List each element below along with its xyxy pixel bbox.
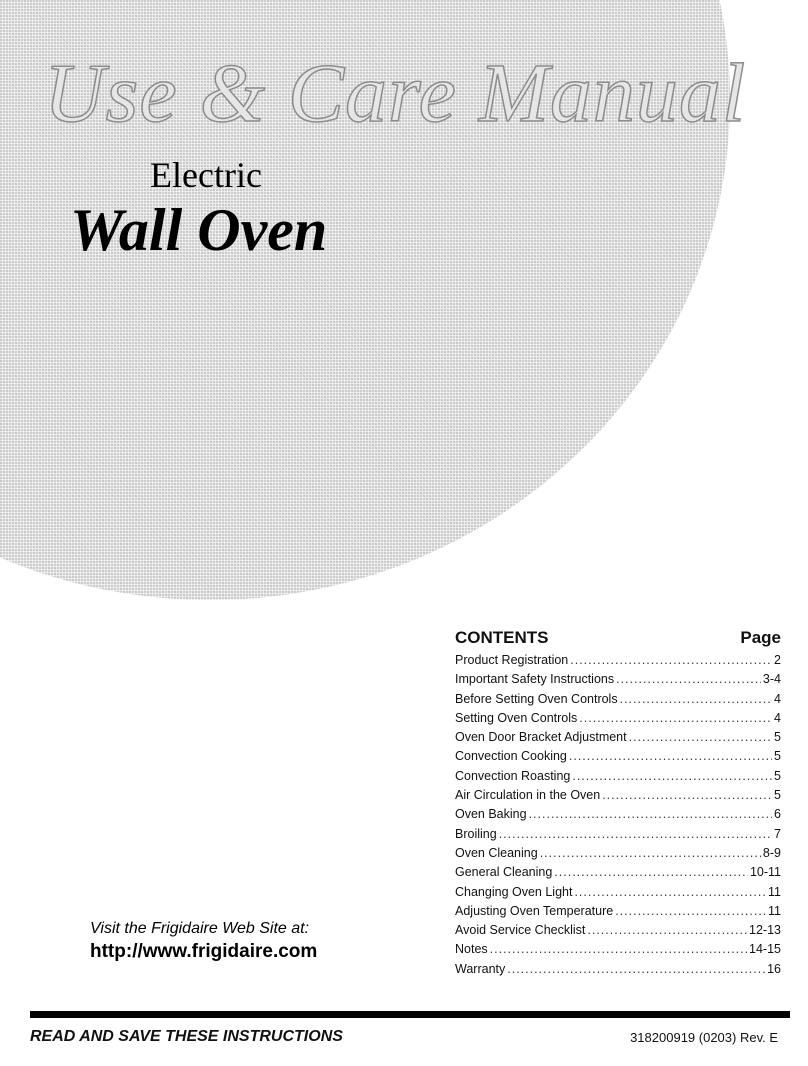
toc-entry-page: 5 xyxy=(774,788,781,803)
toc-entry-label: Changing Oven Light xyxy=(455,884,573,899)
toc-entry-label: Important Safety Instructions xyxy=(455,672,615,687)
footer-divider xyxy=(30,1011,790,1018)
toc-leader-dots xyxy=(629,728,772,747)
website-visit-text: Visit the Frigidaire Web Site at: xyxy=(90,920,310,937)
toc-entry-page: 4 xyxy=(774,710,781,725)
toc-entry-label: Broiling xyxy=(455,826,497,841)
toc-entry xyxy=(455,690,781,709)
toc-leader-dots xyxy=(529,805,772,824)
toc-leader-dots xyxy=(570,651,772,670)
toc-entry-label: Convection Cooking xyxy=(455,749,567,764)
contents-heading: CONTENTS xyxy=(455,628,549,647)
website-url-link[interactable]: http://www.frigidaire.com xyxy=(90,941,318,962)
toc-leader-dots xyxy=(540,844,761,863)
contents-header xyxy=(455,628,781,650)
toc-entry xyxy=(455,921,781,940)
toc-entry-label: Oven Cleaning xyxy=(455,845,538,860)
toc-entry-label: Avoid Service Checklist xyxy=(455,923,586,938)
toc-entry-page: 3-4 xyxy=(762,672,781,687)
product-name: Wall Oven xyxy=(70,197,328,263)
toc-entry xyxy=(455,747,781,766)
toc-entry-page: 6 xyxy=(774,807,781,822)
toc-leader-dots xyxy=(602,786,772,805)
toc-leader-dots xyxy=(587,921,747,940)
toc-leader-dots xyxy=(490,940,747,959)
toc-leader-dots xyxy=(620,690,772,709)
product-type: Electric xyxy=(150,155,262,195)
toc-leader-dots xyxy=(615,902,766,921)
toc-leader-dots xyxy=(507,960,765,979)
toc-entry xyxy=(455,863,781,882)
toc-entry-page: 16 xyxy=(767,961,781,976)
toc-entry-page: 5 xyxy=(774,768,781,783)
toc-entry xyxy=(455,825,781,844)
toc-entry-page: 5 xyxy=(774,749,781,764)
toc-entry-page: 5 xyxy=(774,730,781,745)
toc-entry-page: 12-13 xyxy=(749,923,781,938)
toc-entry-label: General Cleaning xyxy=(455,865,553,880)
toc-leader-dots xyxy=(616,670,761,689)
toc-entry xyxy=(455,670,781,689)
footer-instruction: READ AND SAVE THESE INSTRUCTIONS xyxy=(30,1028,343,1045)
toc-leader-dots xyxy=(572,767,772,786)
toc-leader-dots xyxy=(569,747,772,766)
toc-entry-label: Before Setting Oven Controls xyxy=(455,691,618,706)
toc-entry xyxy=(455,960,781,979)
toc-entry-label: Product Registration xyxy=(455,653,569,667)
toc-entry xyxy=(455,651,781,670)
toc-entry-page: 14-15 xyxy=(749,942,781,957)
toc-entry-page: 4 xyxy=(774,691,781,706)
toc-entry xyxy=(455,805,781,824)
toc-entry xyxy=(455,728,781,747)
toc-entry-page: 2 xyxy=(774,653,781,667)
toc-leader-dots xyxy=(574,883,766,902)
table-of-contents xyxy=(455,628,781,979)
manual-title: Use & Care Manual xyxy=(44,47,747,140)
toc-entry-label: Adjusting Oven Temperature xyxy=(455,903,614,918)
toc-entry-label: Air Circulation in the Oven xyxy=(455,788,601,803)
toc-entry-page: 7 xyxy=(774,826,781,841)
toc-entry xyxy=(455,902,781,921)
toc-entry-label: Notes xyxy=(455,942,488,957)
toc-entry-label: Warranty xyxy=(455,961,506,976)
toc-leader-dots xyxy=(579,709,772,728)
toc-leader-dots xyxy=(499,825,772,844)
toc-list xyxy=(455,651,781,979)
toc-entry-label: Oven Baking xyxy=(455,807,527,822)
toc-entry xyxy=(455,844,781,863)
toc-leader-dots xyxy=(554,863,748,882)
toc-entry-page: 8-9 xyxy=(762,845,781,860)
toc-entry-page: 11 xyxy=(768,903,781,918)
toc-entry-label: Convection Roasting xyxy=(455,768,571,783)
contents-page-heading: Page xyxy=(740,628,781,647)
toc-entry xyxy=(455,940,781,959)
footer-part-number: 318200919 (0203) Rev. E xyxy=(630,1030,778,1045)
toc-entry-label: Setting Oven Controls xyxy=(455,710,578,725)
toc-entry xyxy=(455,883,781,902)
toc-entry-page: 10-11 xyxy=(749,865,781,880)
toc-entry-page: 11 xyxy=(768,884,781,899)
toc-entry xyxy=(455,709,781,728)
toc-entry-label: Oven Door Bracket Adjustment xyxy=(455,730,627,745)
toc-entry xyxy=(455,786,781,805)
toc-entry xyxy=(455,767,781,786)
